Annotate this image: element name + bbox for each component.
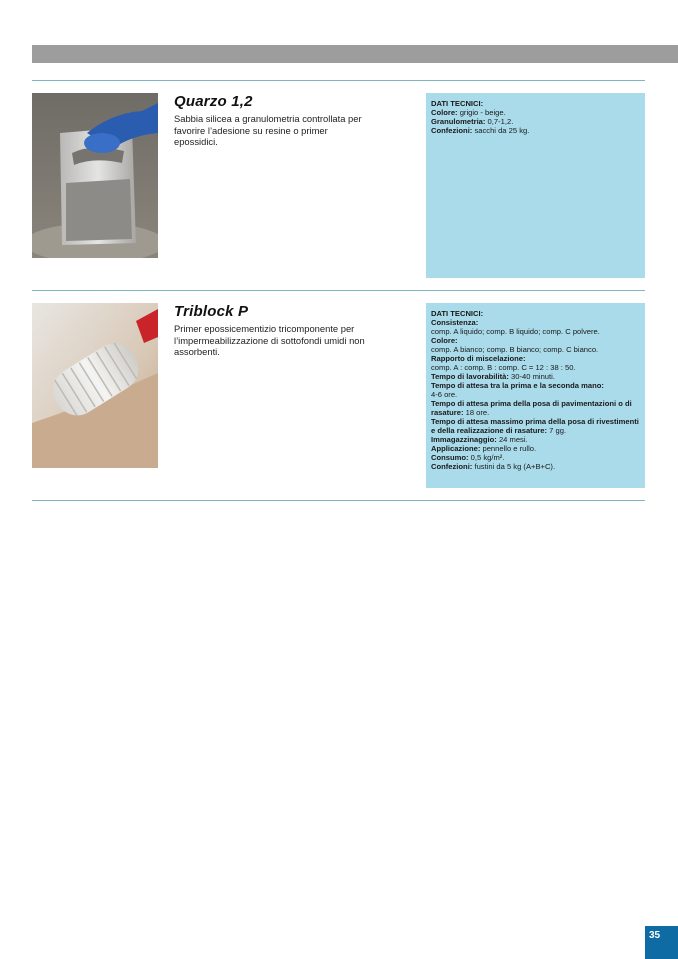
page-number-badge: 35 xyxy=(645,926,678,959)
tech-row: 4-6 ore. xyxy=(431,390,458,399)
tech-row: Colore: grigio - beige. xyxy=(431,108,506,117)
divider-bottom xyxy=(32,500,645,501)
tech-row: Colore: xyxy=(431,336,458,345)
sand-bag-photo-icon xyxy=(32,93,158,258)
product-description: Primer epossicementizio tricomponente per l’impermeabilizzazione di sottofondi umidi non assorbenti. xyxy=(174,323,365,357)
divider-middle xyxy=(32,290,645,291)
product-title: Quarzo 1,2 xyxy=(174,93,253,110)
divider-top xyxy=(32,80,645,81)
tech-row: Tempo di attesa prima della posa di pavimentazioni o di rasature: 18 ore. xyxy=(431,399,632,417)
tech-row: Consistenza: xyxy=(431,318,479,327)
product-triblock xyxy=(32,303,645,488)
roller-photo-icon xyxy=(32,303,158,468)
tech-heading: DATI TECNICI: xyxy=(431,99,484,108)
tech-row: Immagazzinaggio: 24 mesi. xyxy=(431,435,528,444)
tech-row: comp. A liquido; comp. B liquido; comp. C polvere. xyxy=(431,327,600,336)
tech-row: comp. A : comp. B : comp. C = 12 : 38 : 50. xyxy=(431,363,576,372)
tech-data-box xyxy=(426,303,645,488)
tech-data-box xyxy=(426,93,645,278)
tech-heading: DATI TECNICI: xyxy=(431,309,484,318)
product-quarzo xyxy=(32,93,645,278)
tech-row: Tempo di lavorabilità: 30-40 minuti. xyxy=(431,372,555,381)
tech-row: Applicazione: pennello e rullo. xyxy=(431,444,537,453)
tech-row: Tempo di attesa massimo prima della posa di rivestimenti e della realizzazione di rasature: 7 gg. xyxy=(431,417,639,435)
tech-row: Granulometria: 0,7-1,2. xyxy=(431,117,514,126)
tech-row: Confezioni: sacchi da 25 kg. xyxy=(431,126,530,135)
product-title: Triblock P xyxy=(174,303,249,320)
tech-row: Confezioni: fustini da 5 kg (A+B+C). xyxy=(431,462,556,471)
tech-row: comp. A bianco; comp. B bianco; comp. C bianco. xyxy=(431,345,599,354)
tech-row: Consumo: 0,5 kg/m². xyxy=(431,453,505,462)
product-description: Sabbia silicea a granulometria controllata per favorire l’adesione su resine o primer epossidici. xyxy=(174,113,362,147)
tech-row: Tempo di attesa tra la prima e la seconda mano: xyxy=(431,381,604,390)
header-bar xyxy=(32,45,678,63)
tech-row: Rapporto di miscelazione: xyxy=(431,354,526,363)
